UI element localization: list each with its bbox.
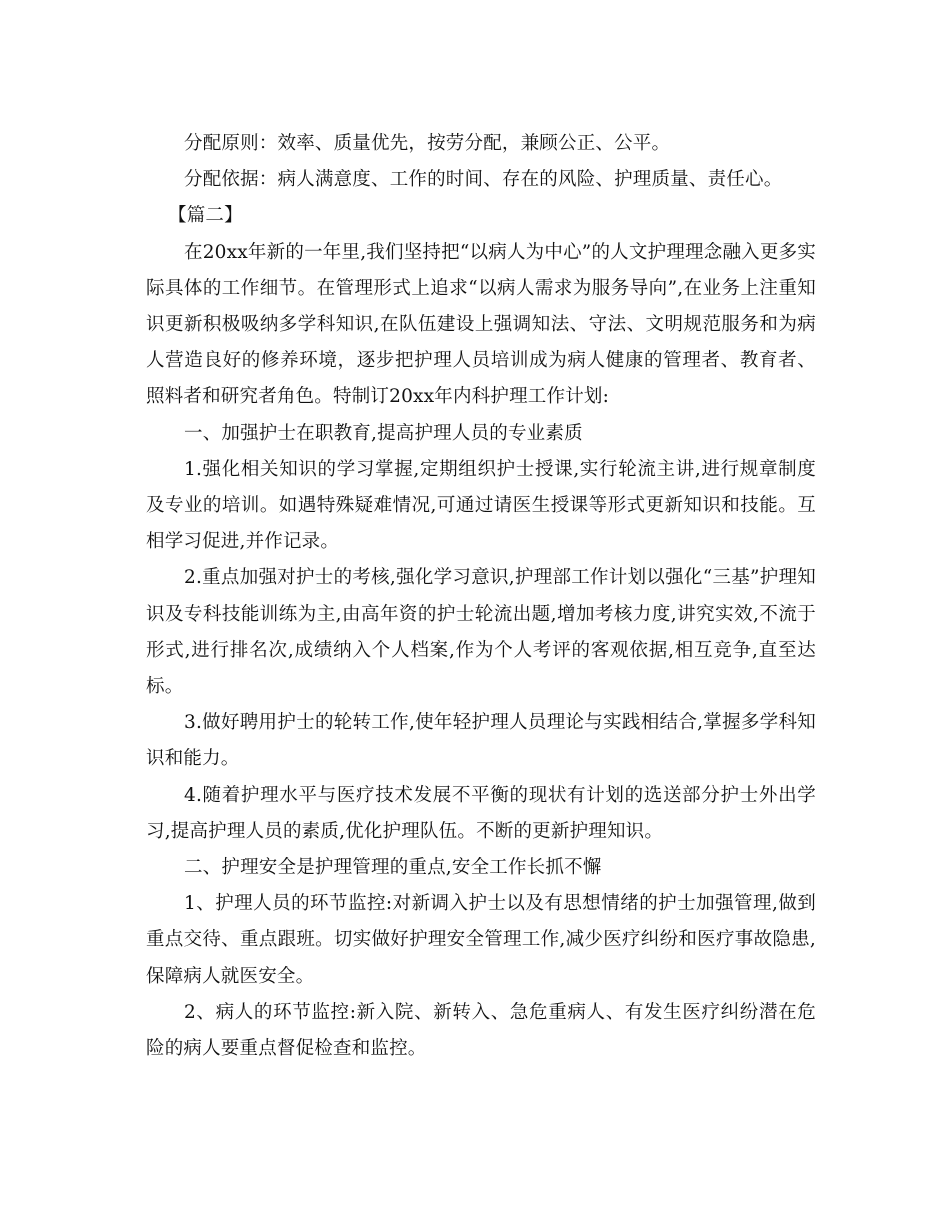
section-heading-part-two: 【篇二】 bbox=[168, 205, 243, 227]
paragraph-distribution-principle: 分配原则：效率、质量优先，按劳分配，兼顾公正、公平。 bbox=[184, 133, 671, 154]
document-body bbox=[146, 126, 816, 1067]
list-item-1: 1.强化相关知识的学习掌握,定期组织护士授课,实行轮流主讲,进行规章制度及专业的培训。如遇特殊疑难情况,可通过请医生授课等形式更新知识和技能。互相学习促进,并作记录。 bbox=[146, 458, 816, 553]
paragraph-intro: 在20xx年新的一年里,我们坚持把“以病人为中心”的人文护理理念融入更多实际具体的工作细节。在管理形式上追求“以病人需求为服务导向”,在业务上注重知识更新积极吸纳多学科知识,在队伍建设上强调知法、守法、文明规范服务和为病人营造良好的修养环境，逐步把护理人员培训成为病人健康的管理者、教育者、照料者和研究者角色。特制订20xx年内科护理工作计划: bbox=[146, 241, 816, 408]
safety-item-2: 2、病人的环节监控:新入院、新转入、急危重病人、有发生医疗纠纷潜在危险的病人要重点督促检查和监控。 bbox=[146, 1001, 816, 1060]
paragraph-distribution-basis: 分配依据：病人满意度、工作的时间、存在的风险、护理质量、责任心。 bbox=[184, 169, 783, 191]
safety-item-1: 1、护理人员的环节监控:对新调入护士以及有思想情绪的护士加强管理,做到重点交待、重点跟班。切实做好护理安全管理工作,减少医疗纠纷和医疗事故隐患,保障病人就医安全。 bbox=[146, 893, 816, 987]
list-item-3: 3.做好聘用护士的轮转工作,使年轻护理人员理论与实践相结合,掌握多学科知识和能力。 bbox=[146, 712, 816, 770]
list-item-4: 4.随着护理水平与医疗技术发展不平衡的现状有计划的选送部分护士外出学习,提高护理人员的素质,优化护理队伍。不断的更新护理知识。 bbox=[146, 784, 816, 842]
heading-nurse-education: 一、加强护士在职教育,提高护理人员的专业素质 bbox=[184, 422, 583, 444]
heading-nursing-safety: 二、护理安全是护理管理的重点,安全工作长抓不懈 bbox=[184, 857, 602, 879]
list-item-2: 2.重点加强对护士的考核,强化学习意识,护理部工作计划以强化“三基”护理知识及专科技能训练为主,由高年资的护士轮流出题,增加考核力度,讲究实效,不流于形式,进行排名次,成绩纳入个人档案,作为个人考评的客观依据,相互竞争,直至达标。 bbox=[146, 567, 816, 698]
